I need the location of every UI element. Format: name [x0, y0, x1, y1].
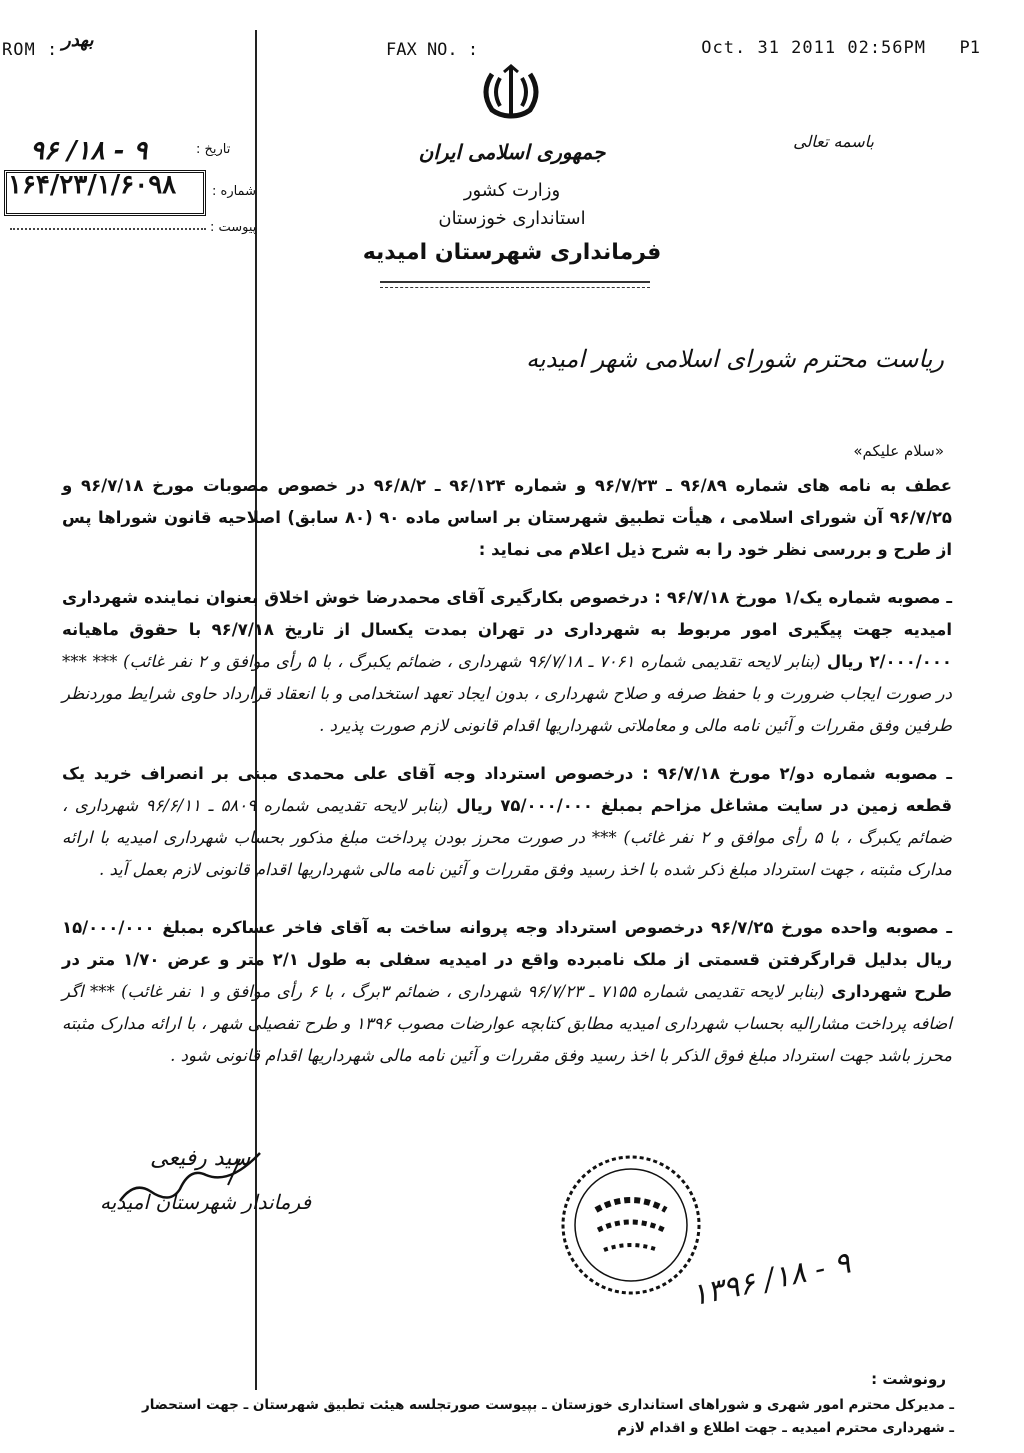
fax-from-handwritten: بهدر: [62, 30, 94, 51]
letterhead-ministry: وزارت کشور: [463, 180, 561, 201]
resolution-1: [62, 582, 952, 742]
signatory-name: سید رفیعی: [150, 1146, 251, 1171]
resolution-3-typed: ـ مصوبه واحده مورخ ۹۶/۷/۲۵ درخصوص استرداد وجه پروانه ساخت به آقای فاخر عساکره بمبلغ ۱۵/۰۰۰/۰۰۰ ریال بدلیل قرارگرفتن قسمتی از ملک نامبرده واقع در امیدیه سفلی به طول ۲/۱ متر و عرض ۱/۷۰ متر در طرح شهرداری: [62, 918, 952, 1001]
resolution-2-typed: ـ مصوبه شماره دو/۲ مورخ ۹۶/۷/۱۸ : درخصوص استرداد وجه آقای علی محمدی مبنی بر انصراف خرید یک قطعه زمین در سایت مشاغل مزاحم بمبلغ ۷۵/۰۰۰/۰۰۰ ریال: [62, 764, 952, 815]
letterhead-governorate: استانداری خوزستان: [438, 208, 586, 229]
greeting: «سلام علیکم»: [853, 442, 944, 460]
number-label: شماره :: [212, 184, 256, 199]
attachment-label: پیوست :: [210, 220, 257, 235]
seal-handwritten-date: ۹ - ۱۸/ ۱۳۹۶: [688, 1245, 854, 1314]
resolution-1-handwritten: (بنابر لایحه تقدیمی شماره ۷۰۶۱ ـ ۹۶/۷/۱۸ شهرداری ، ضمائم یکبرگ ، با ۵ رأی موافق و ۲ نفر غائب) *** *** در صورت ایجاب ضرورت و با حفظ صرفه و صلاح شهرداری ، بدون ایجاد تعهد استخدامی و با انعقاد قرارداد حاوی شرایط موردنظر طرفین وفق مقررات و آئین نامه مالی و معاملاتی شهرداریها اقدام قانونی لازم صورت پذیرد .: [62, 652, 952, 735]
signatory-title: فرماندار شهرستان امیدیه: [100, 1190, 312, 1214]
official-seal-icon: [556, 1150, 706, 1300]
letterhead-country: جمهوری اسلامی ایران: [418, 140, 606, 164]
resolution-3: [62, 912, 952, 1072]
fax-from-label: ROM :: [2, 40, 59, 60]
date-label: تاریخ :: [196, 142, 231, 157]
cc-item: ـ مدیرکل محترم امور شهری و شوراهای استانداری خوزستان ـ بپیوست صورتجلسه هیئت تطبیق شهرستان ـ جهت استحضار: [141, 1397, 954, 1413]
cc-title: رونوشت :: [871, 1370, 946, 1388]
resolution-2: [62, 758, 952, 886]
iran-emblem-icon: [478, 64, 544, 120]
fax-timestamp: Oct. 31 2011 02:56PM: [701, 38, 926, 58]
bismillah-header: باسمه تعالی: [793, 132, 874, 151]
letter-date: ۹ - ۱۸/ ۹۶: [30, 136, 148, 166]
fax-page-number: P1: [959, 38, 980, 58]
resolution-1-typed: ـ مصوبه شماره یک/۱ مورخ ۹۶/۷/۱۸ : درخصوص بکارگیری آقای محمدرضا خوش اخلاق بعنوان نماینده شهرداری امیدیه جهت پیگیری امور مربوط به شهرداری در تهران بمدت یکسال از تاریخ ۹۶/۷/۱۸ با حقوق ماهیانه ۲/۰۰۰/۰۰۰ ریال: [62, 588, 953, 671]
letterhead-office: فرمانداری شهرستان امیدیه: [362, 240, 662, 265]
fax-number-label: FAX NO. :: [386, 40, 479, 60]
letterhead-divider: [380, 281, 650, 288]
cc-item: ـ شهرداری محترم امیدیه ـ جهت اطلاع و اقدام لازم: [617, 1420, 954, 1436]
addressee: ریاست محترم شورای اسلامی شهر امیدیه: [526, 345, 944, 373]
intro-paragraph: عطف به نامه های شماره ۹۶/۸۹ ـ ۹۶/۷/۲۳ و شماره ۹۶/۱۲۴ ـ ۹۶/۸/۲ در خصوص مصوبات مورخ ۹۶/۷/۱۸ و ۹۶/۷/۲۵ آن شورای اسلامی ، هیأت تطبیق شهرستان بر اساس ماده ۹۰ (۸۰ سابق) اصلاحیه قانون شوراها پس از طرح و بررسی نظر خود را به شرح ذیل اعلام می نماید :: [62, 476, 952, 559]
attachment-line: [10, 228, 206, 230]
resolution-2-handwritten: (بنابر لایحه تقدیمی شماره ۵۸۰۹ ـ ۹۶/۶/۱۱ شهرداری ، ضمائم یکبرگ ، با ۵ رأی موافق و ۲ نفر غائب) *** در صورت محرز بودن پرداخت مبلغ مذکور بحساب شهرداری امیدیه با ارائه مدارک مثبته ، جهت استرداد مبلغ ذکر شده با اخذ رسید وفق مقررات و آئین نامه مالی شهرداریها اقدام قانونی لازم بعمل آید .: [62, 796, 952, 879]
letter-number: ۱۶۴/۲۳/۱/۶۰۹۸: [8, 170, 177, 200]
resolution-3-handwritten: (بنابر لایحه تقدیمی شماره ۷۱۵۵ ـ ۹۶/۷/۲۳ شهرداری ، ضمائم ۳برگ ، با ۶ رأی موافق و ۱ نفر غائب) *** اگر اضافه پرداخت مشارالیه بحساب شهرداری امیدیه مطابق کتابچه عوارضات مصوب ۱۳۹۶ و طرح تفصیلی شهر ، با ارائه مدارک مثبته محرز باشد جهت استرداد مبلغ فوق الذکر با اخذ رسید وفق مقررات و آئین نامه مالی شهرداریها اقدام قانونی شود .: [62, 982, 952, 1065]
